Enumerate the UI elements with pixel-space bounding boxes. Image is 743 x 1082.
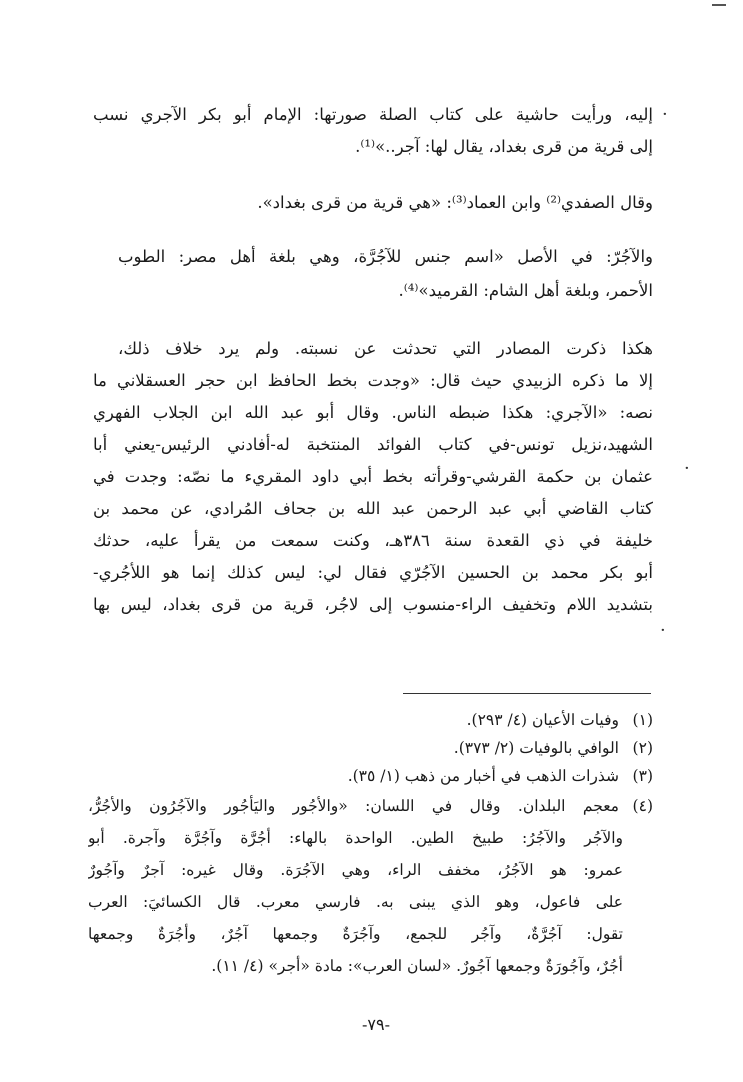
body-line-12: خليفة في ذي القعدة سنة ٣٨٦هـ، وكنت سمعت من يقرأ عليه، حدثك	[93, 531, 653, 550]
page-number: -٧٩-	[362, 1015, 390, 1034]
footnote-4-line-5: تقول: آجُرَّةٌ، وآجُر للجمع، وآجُرَةٌ وجمعها آجُرٌ، وأجُرَةٌ وجمعها	[88, 925, 623, 943]
footnote-text: معجم البلدان. وقال في اللسان: «والأجُور واليَأجُور والآجُرُون والأجُرُّ،	[88, 797, 619, 815]
body-line-4: والآجُرّ: في الأصل «اسم جنس للآجُرَّة، وهي بلغة أهل مصر: الطوب	[118, 247, 653, 266]
margin-dot: ·	[684, 458, 690, 479]
body-line-10: عثمان بن حكمة القرشي-وقرأته بخط أبي داود المقريء ما نصّه: وجدت في	[93, 467, 653, 486]
footnote-text: وفيات الأعيان (٤/ ٢٩٣).	[466, 711, 619, 729]
footnote-number: (٢)	[632, 739, 653, 757]
body-line-13: أبو بكر محمد بن الحسين الآجُرّي فقال لي: ليس كذلك إنما هو اللأجُري-	[93, 563, 653, 582]
body-line-14: بتشديد اللام وتخفيف الراء-منسوب إلى لاجُر، قرية من قرى بغداد، ليس بها	[93, 595, 653, 614]
footnote-number: (١)	[632, 711, 653, 729]
footnote-4-line-3: عمرو: هو الآجُرُ، مخفف الراء، وهي الآجُرَة. وقال غيره: آجرٌ وآجُورٌ	[88, 861, 623, 879]
footnote-number: (٣)	[632, 767, 653, 785]
margin-dot: ·	[660, 620, 666, 641]
footnote-4-line-6: أجُرٌ، وآجُورَةٌ وجمعها آجُورٌ. «لسان العرب»: مادة «أجر» (٤/ ١١).	[211, 957, 623, 975]
body-line-2: إلى قرية من قرى بغداد، يقال لها: آجر..»⁽¹⁾.	[355, 137, 653, 156]
footnote-4-line-4: على فاعول، وهو الذي يبنى به. فارسي معرب. قال الكسائيَ: العرب	[88, 893, 623, 911]
corner-mark	[712, 4, 726, 6]
margin-dot: ·	[662, 104, 668, 125]
footnote-text: الوافي بالوفيات (٢/ ٣٧٣).	[453, 739, 619, 757]
footnote-4-line-2: والآجُر والآجُرُ: طبيخ الطين. الواحدة بالهاء: أجُرَّة وآجُرَّة وآجرة. أبو	[88, 829, 623, 847]
footnote-3	[88, 764, 653, 788]
footnote-2	[88, 736, 653, 760]
footnote-number: (٤)	[632, 797, 653, 815]
body-line-6: هكذا ذكرت المصادر التي تحدثت عن نسبته. ولم يرد خلاف ذلك،	[118, 339, 653, 358]
footnote-1	[88, 708, 653, 732]
body-line-11: كتاب القاضي أبي عبد الرحمن عبد الله بن جحاف المُرادي، عن محمد بن	[93, 499, 653, 518]
body-line-3: وقال الصفدي⁽²⁾ وابن العماد⁽³⁾: «هي قرية من قرى بغداد».	[257, 193, 653, 212]
footnote-separator	[403, 693, 651, 694]
body-line-7: إلا ما ذكره الزبيدي حيث قال: «وجدت بخط الحافظ ابن حجر العسقلاني ما	[93, 371, 653, 390]
body-line-8: نصه: «الآجري: هكذا ضبطه الناس. وقال أبو عبد الله ابن الجلاب الفهري	[93, 403, 653, 422]
footnote-4	[88, 794, 653, 818]
body-line-5: الأحمر، وبلغة أهل الشام: القرميد»⁽⁴⁾.	[398, 281, 653, 300]
body-line-9: الشهيد،نزيل تونس-في كتاب الفوائد المنتخبة له-أفادني الرئيس-يعني أبا	[93, 435, 653, 454]
footnote-text: شذرات الذهب في أخبار من ذهب (١/ ٣٥).	[347, 767, 619, 785]
body-line-1: إليه، ورأيت حاشية على كتاب الصلة صورتها: الإمام أبو بكر الآجري نسب	[93, 105, 653, 124]
